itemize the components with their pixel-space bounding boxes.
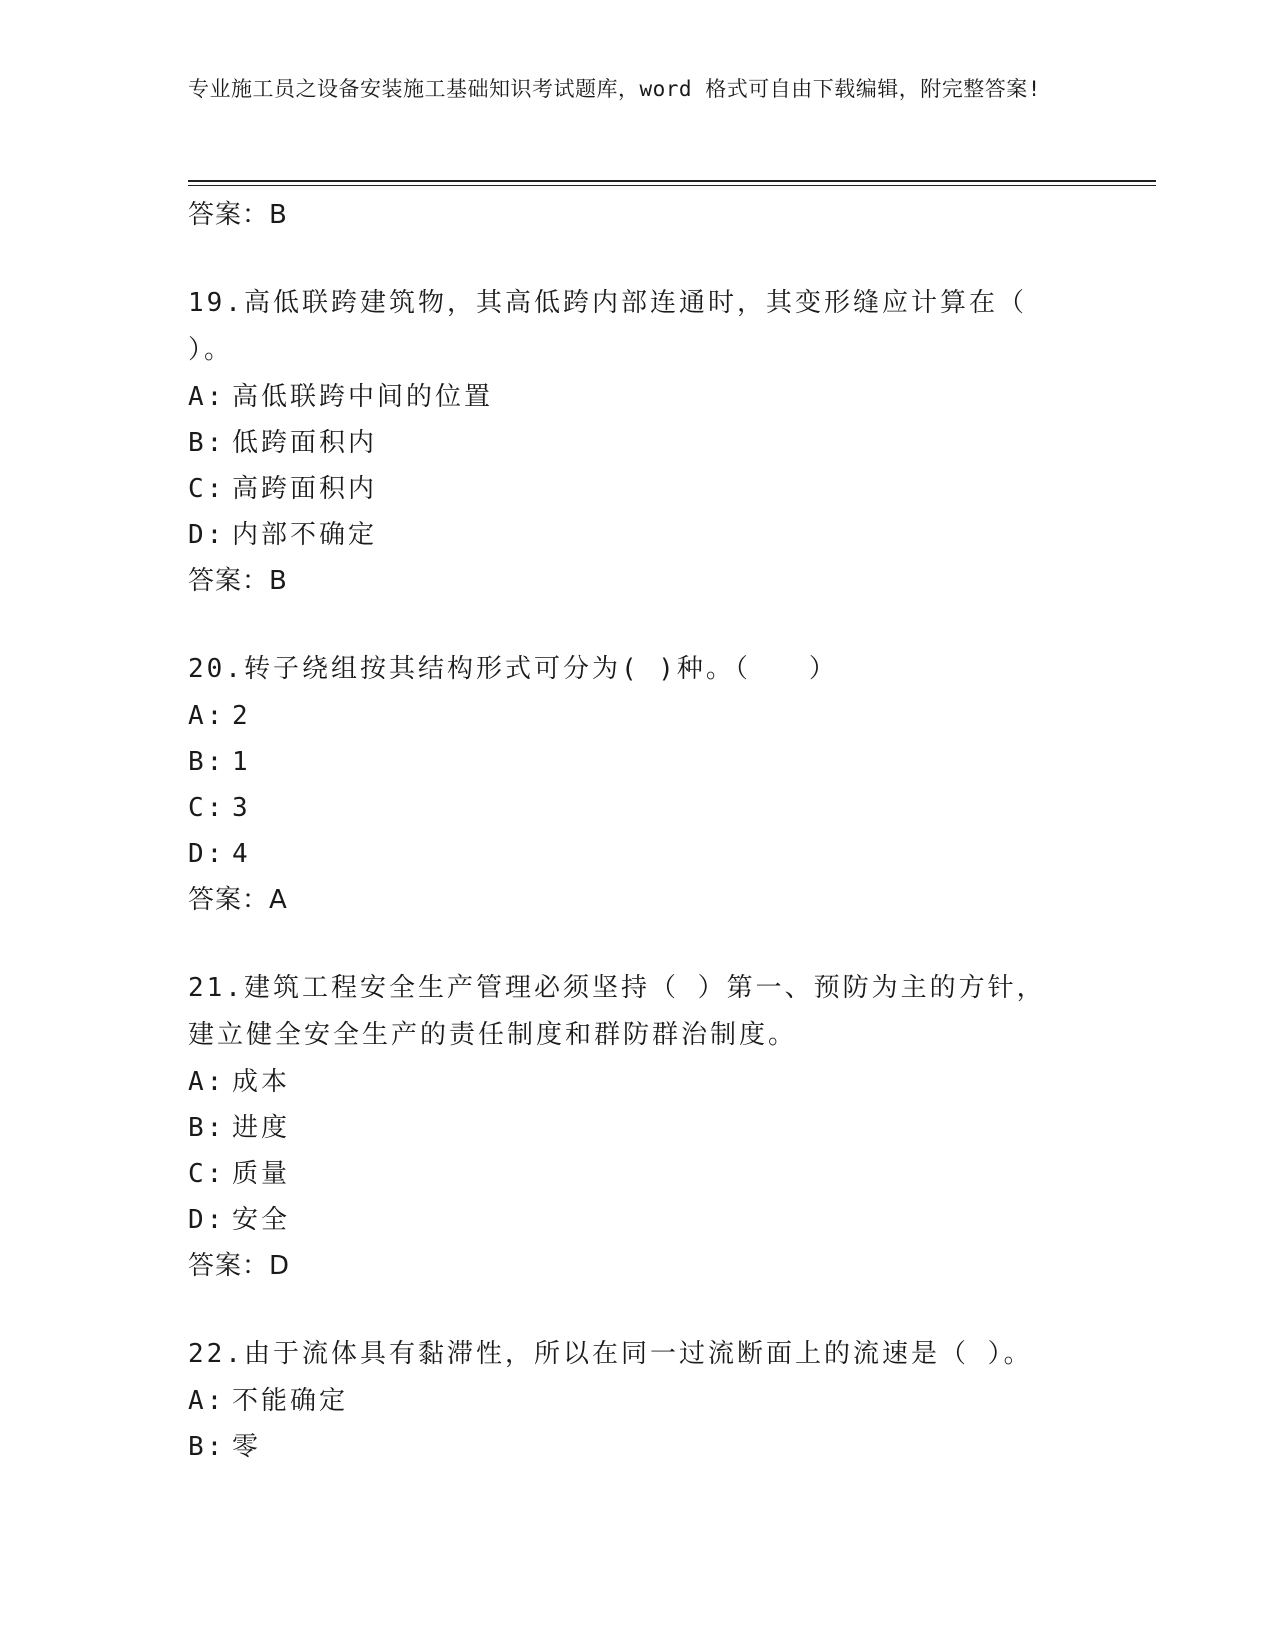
question-item <box>188 280 1068 604</box>
option-text: 1 <box>232 747 251 777</box>
option-item <box>188 512 1068 558</box>
question-stem: 20.转子绕组按其结构形式可分为( )种。（ ） <box>188 654 838 684</box>
option-letter: D: <box>188 1205 226 1235</box>
option-letter: C: <box>188 793 226 823</box>
option-text: 高低联跨中间的位置 <box>232 382 494 412</box>
option-letter: D: <box>188 839 226 869</box>
option-item <box>188 1197 1068 1243</box>
option-letter: C: <box>188 1159 226 1189</box>
question-item <box>188 1331 1068 1470</box>
option-letter: B: <box>188 1113 226 1143</box>
document-header: 专业施工员之设备安装施工基础知识考试题库，word 格式可自由下载编辑，附完整答案! <box>188 77 1041 101</box>
option-item <box>188 739 1068 785</box>
option-letter: A: <box>188 1067 226 1097</box>
option-letter: B: <box>188 1432 226 1462</box>
option-item <box>188 1105 1068 1151</box>
option-text: 低跨面积内 <box>232 428 378 458</box>
option-letter: C: <box>188 474 226 504</box>
option-text: 4 <box>232 839 251 869</box>
question-stem: 19.高低联跨建筑物，其高低跨内部连通时，其变形缝应计算在（ ）。 <box>188 288 1027 365</box>
option-text: 3 <box>232 793 251 823</box>
option-text: 安全 <box>232 1205 291 1235</box>
question-stem: 21.建筑工程安全生产管理必须坚持（ ）第一、预防为主的方针，建立健全安全生产的责任制度和群防群治制度。 <box>188 973 1046 1050</box>
option-item <box>188 693 1068 739</box>
option-text: 成本 <box>232 1067 291 1097</box>
option-text: 进度 <box>232 1113 291 1143</box>
option-text: 不能确定 <box>232 1386 349 1416</box>
header-divider-thin <box>188 185 1156 186</box>
option-item <box>188 466 1068 512</box>
option-text: 高跨面积内 <box>232 474 378 504</box>
answer-label: 答案：B <box>188 200 288 230</box>
option-item <box>188 420 1068 466</box>
question-item <box>188 646 1068 923</box>
option-text: 内部不确定 <box>232 520 378 550</box>
option-letter: B: <box>188 428 226 458</box>
option-letter: A: <box>188 382 226 412</box>
option-item <box>188 1151 1068 1197</box>
option-item <box>188 785 1068 831</box>
answer-label: 答案：A <box>188 885 288 915</box>
option-letter: A: <box>188 1386 226 1416</box>
option-letter: D: <box>188 520 226 550</box>
option-item <box>188 1378 1068 1424</box>
option-text: 2 <box>232 701 251 731</box>
question-stem: 22.由于流体具有黏滞性，所以在同一过流断面上的流速是（ ）。 <box>188 1339 1033 1369</box>
option-text: 质量 <box>232 1159 291 1189</box>
answer-label: 答案：D <box>188 1251 291 1281</box>
question-list <box>188 192 1068 1470</box>
option-item <box>188 374 1068 420</box>
option-item <box>188 1059 1068 1105</box>
option-text: 零 <box>232 1432 262 1462</box>
question-item <box>188 965 1068 1289</box>
header-divider <box>188 180 1156 182</box>
option-item <box>188 831 1068 877</box>
option-letter: A: <box>188 701 226 731</box>
option-letter: B: <box>188 747 226 777</box>
answer-label: 答案：B <box>188 566 288 596</box>
option-item <box>188 1424 1068 1470</box>
